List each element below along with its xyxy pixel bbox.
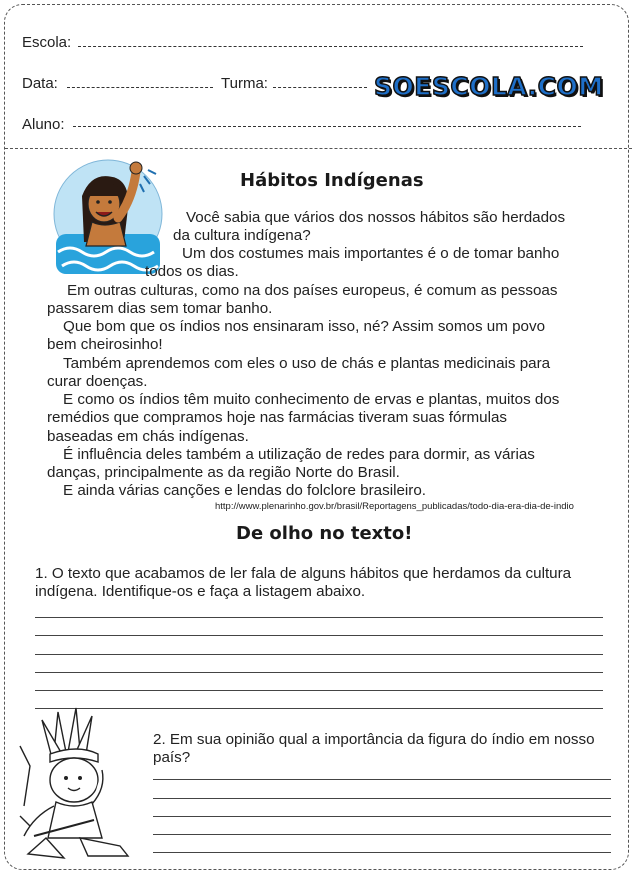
text-line: É influência deles também a utilização de redes para dormir, as várias — [63, 446, 535, 463]
header-divider — [5, 148, 632, 149]
school-field[interactable] — [78, 46, 583, 47]
student-field[interactable] — [73, 126, 581, 127]
answer-line[interactable] — [153, 779, 611, 780]
date-field[interactable] — [67, 87, 213, 88]
reading-title: Hábitos Indígenas — [240, 170, 424, 191]
answer-line[interactable] — [35, 617, 603, 618]
answer-line[interactable] — [153, 852, 611, 853]
class-field[interactable] — [273, 87, 367, 88]
text-line: E ainda várias canções e lendas do folclore brasileiro. — [63, 482, 427, 499]
answer-line[interactable] — [35, 672, 603, 673]
exercise-title: De olho no texto! — [236, 523, 413, 544]
answer-line[interactable] — [153, 798, 611, 799]
text-line: baseadas em chás indígenas. — [47, 428, 249, 445]
answer-line[interactable] — [153, 816, 611, 817]
site-logo: SOESCOLA.COM — [374, 72, 604, 101]
text-line: bem cheirosinho! — [47, 336, 163, 353]
text-line: todos os dias. — [145, 263, 239, 280]
date-label: Data: — [22, 75, 58, 92]
answer-line[interactable] — [35, 654, 603, 655]
text-line: E como os índios têm muito conhecimento de ervas e plantas, muitos dos — [63, 391, 560, 408]
school-label: Escola: — [22, 34, 72, 51]
text-line: Em outras culturas, como na dos países europeus, é comum as pessoas — [67, 282, 558, 299]
class-label: Turma: — [221, 75, 268, 92]
text-line: Que bom que os índios nos ensinaram isso, né? Assim somos um povo — [63, 318, 546, 335]
bathing-boy-illustration — [52, 156, 164, 280]
text-line: Você sabia que vários dos nossos hábitos são herdados — [186, 209, 566, 226]
answer-line[interactable] — [153, 834, 611, 835]
answer-line[interactable] — [35, 690, 603, 691]
source-link[interactable]: http://www.plenarinho.gov.br/brasil/Reportagens_publicadas/todo-dia-era-dia-de-indio — [215, 501, 574, 512]
text-line: Também aprendemos com eles o uso de chás e plantas medicinais para — [63, 355, 551, 372]
text-line: passarem dias sem tomar banho. — [47, 300, 273, 317]
question-1: 1. O texto que acabamos de ler fala de alguns hábitos que herdamos da cultura indígena. Identifique-os e faça a listagem abaixo. — [35, 565, 572, 601]
text-line: da cultura indígena? — [173, 227, 311, 244]
text-line: danças, principalmente as da região Norte do Brasil. — [47, 464, 400, 481]
question-2: 2. Em sua opinião qual a importância da figura do índio em nosso país? — [153, 731, 595, 767]
text-line: Um dos costumes mais importantes é o de tomar banho — [182, 245, 560, 262]
indigenous-child-illustration — [16, 706, 138, 864]
text-line: remédios que compramos hoje nas farmácias tiveram suas fórmulas — [47, 409, 508, 426]
student-label: Aluno: — [22, 116, 65, 133]
text-line: curar doenças. — [47, 373, 148, 390]
answer-line[interactable] — [35, 635, 603, 636]
